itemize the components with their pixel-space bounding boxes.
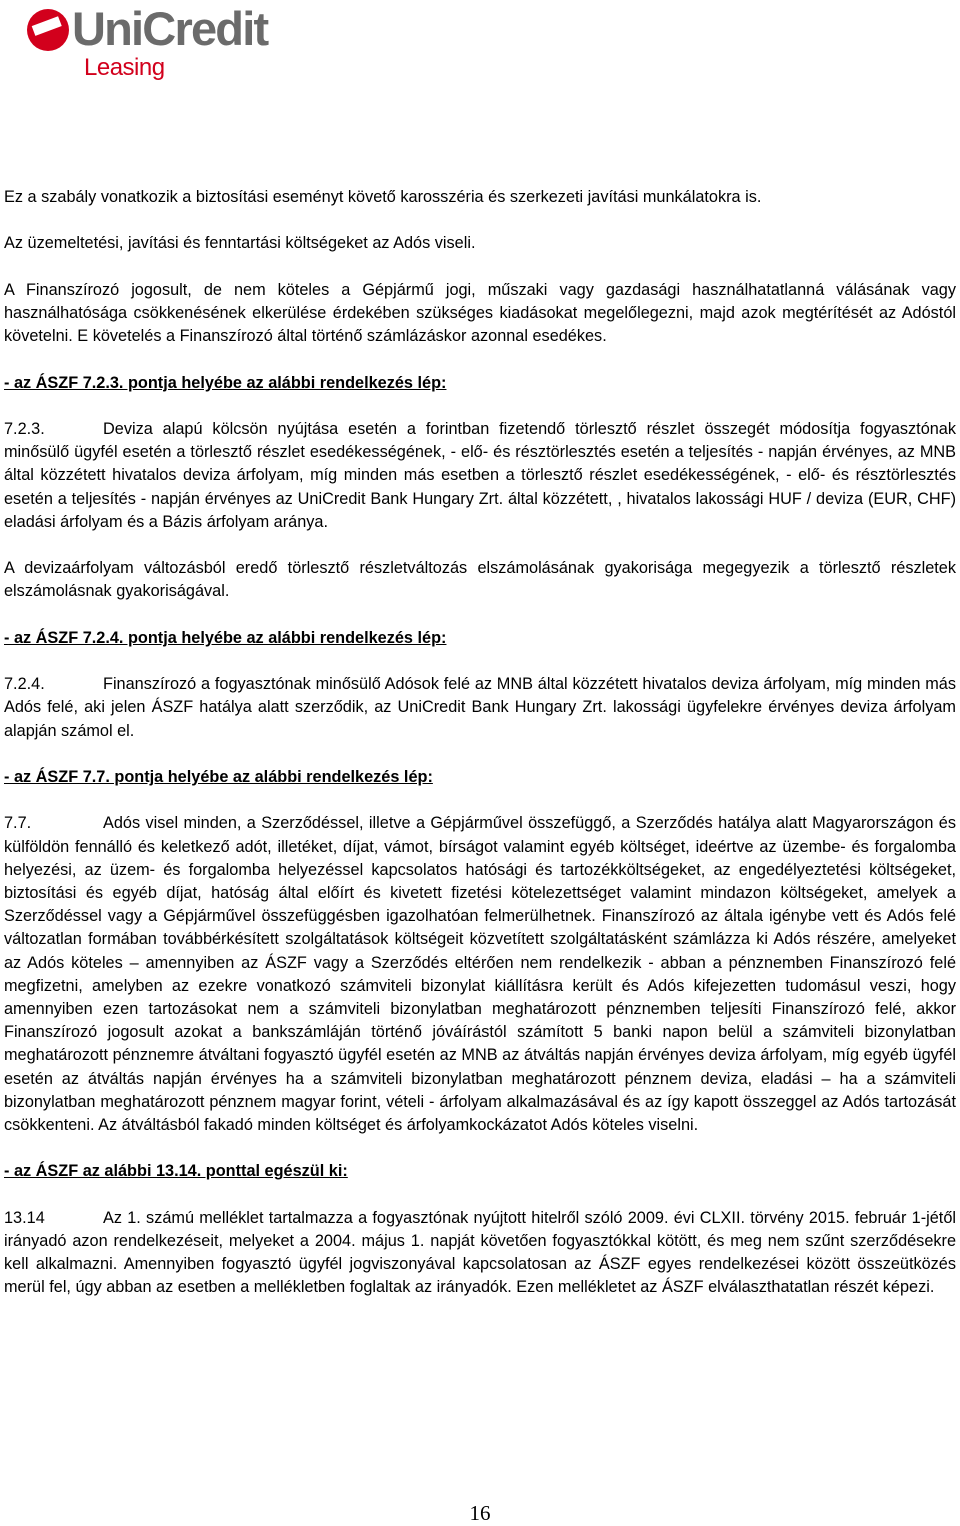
- section-7-2-3: [4, 418, 956, 534]
- unicredit-logo-icon: [26, 8, 70, 52]
- section-text: Finanszírozó a fogyasztónak minősülő Adósok felé az MNB által közzétett hivatalos deviza árfolyam, míg minden más Adós felé, aki jelen ÁSZF hatálya alatt szerződik, az UniCredit Bank Hungary Zrt. lakossági ügyfelekre érvényes deviza árfolyam alapján számol el.: [4, 675, 956, 740]
- section-7-2-4: [4, 673, 956, 743]
- section-7-7: [4, 812, 956, 1137]
- logo-brand-text: UniCredit: [72, 2, 268, 55]
- paragraph: A Finanszírozó jogosult, de nem köteles a Gépjármű jogi, műszaki vagy gazdasági használhatatlanná válásának vagy használhatósága csökkenésének elkerülése érdekében szükséges kiadásokat megelőlegezni, majd azok megtérítését az Adóstól követelni. E követelés a Finanszírozó által történő számlázáskor azonnal esedékes.: [4, 280, 956, 346]
- section-heading: - az ÁSZF az alábbi 13.14. ponttal egészül ki:: [4, 1162, 348, 1181]
- unicredit-leasing-logo: [26, 4, 276, 84]
- paragraph: Ez a szabály vonatkozik a biztosítási eseményt követő karosszéria és szerkezeti javítási munkálatokra is.: [4, 188, 762, 206]
- paragraph: Az üzemeltetési, javítási és fenntartási költségeket az Adós viseli.: [4, 234, 476, 253]
- section-number: 13.14: [4, 1208, 45, 1227]
- section-number: 7.2.3.: [4, 419, 45, 438]
- document-body: [4, 186, 956, 1300]
- page-number: 16: [469, 1501, 491, 1525]
- section-13-14: [4, 1207, 956, 1300]
- paragraph: A devizaárfolyam változásból eredő törlesztő részletváltozás elszámolásának gyakorisága megegyezik a törlesztő részletek elszámolásnak gyakoriságával.: [4, 559, 956, 601]
- section-text: Az 1. számú melléklet tartalmazza a fogyasztónak nyújtott hitelről szóló 2009. évi CLXII. törvény 2015. február 1-jétől irányadó azon rendelkezéseit, melyeket a 2004. május 1. napját követően fogyasztókkal kötött, és meg nem szűnt szerződésekre kell alkalmazni. Amennyiben fogyasztó ügyfél jogviszonyával kapcsolatosan az ÁSZF egyes rendelkezései között összeütközés merül fel, úgy abban az esetben a mellékletben foglaltak az irányadók. Ezen mellékletet az ÁSZF elválaszthatatlan részét képezi.: [4, 1208, 956, 1297]
- section-heading: - az ÁSZF 7.7. pontja helyébe az alábbi rendelkezés lép:: [4, 767, 433, 786]
- logo-subtitle-text: Leasing: [84, 54, 165, 81]
- section-text: Adós visel minden, a Szerződéssel, illetve a Gépjárművel összefüggő, a Szerződés hatálya alatt Magyarországon és külföldön fennálló és keletkező adót, illetéket, díjat, vámot, bírságot valamint egyéb költséget, ideértve az üzembe- és forgalomba helyezési, az üzem- és forgalomba helyezéssel kapcsolatos hatósági és tartozékköltségeket, az engedélyeztetési költségeket, biztosítási és egyéb díjat, hatóság által előírt és kivetett fizetési kötelezettséget valamint mindazon költségeket, amelyek a Szerződéssel vagy a Gépjárművel összefüggésben igazolhatóan felmerülhetnek. Finanszírozó az általa igénybe vett és Adós felé változatlan formában továbbérkésített szolgáltatások költségeit közvetített szolgáltatásként számlázza ki Adós részére, amelyeket az Adós köteles – amennyiben az ÁSZF vagy a Szerződés eltérően nem rendelkezik - abban a pénznemben Finanszírozó felé megfizetni, amelyben az ezekre vonatkozó számviteli bizonylat kiállításra került és Adós kifejezetten tudomásul veszi, hogy amennyiben ezen tartozásokat nem a számviteli bizonylatban meghatározott pénznemben teljesíti Finanszírozó felé, akkor Finanszírozó jogosult azokat a bankszámláján történő jóváírástól számított 5 banki napon belül a számviteli bizonylatban meghatározott pénznemre átváltani fogyasztó ügyfél esetén az MNB az átváltás napján érvényes deviza árfolyam, míg egyéb ügyfél esetén az átváltás napján érvényes ha a számviteli bizonylatban meghatározott pénznem deviza, eladási – ha a számviteli bizonylatban meghatározott pénznem magyar forint, vételi - árfolyam alkalmazásával és az így kapott összeggel az Adós tartozását csökkenteni. Az átváltásból fakadó minden költséget és árfolyamkockázatot Adós köteles viselni.: [4, 814, 956, 1134]
- section-number: 7.7.: [4, 814, 32, 833]
- section-number: 7.2.4.: [4, 675, 45, 694]
- section-heading: - az ÁSZF 7.2.3. pontja helyébe az alábbi rendelkezés lép:: [4, 373, 447, 392]
- section-text: Deviza alapú kölcsön nyújtása esetén a forintban fizetendő törlesztő részlet összegét módosítja fogyasztónak minősülő ügyfél esetén a törlesztő részlet esedékességének, - elő- és résztörlesztés esetén a teljesítés - napján érvényes, az MNB által közzétett hivatalos deviza árfolyam, míg minden más esetben a törlesztő részlet esedékességének, - elő- és résztörlesztés esetén a teljesítés - napján érvényes az UniCredit Bank Hungary Zrt. által közzétett, , hivatalos lakossági HUF / deviza (EUR, CHF) eladási árfolyam és a Bázis árfolyam aránya.: [4, 419, 956, 531]
- section-heading: - az ÁSZF 7.2.4. pontja helyébe az alábbi rendelkezés lép:: [4, 628, 447, 647]
